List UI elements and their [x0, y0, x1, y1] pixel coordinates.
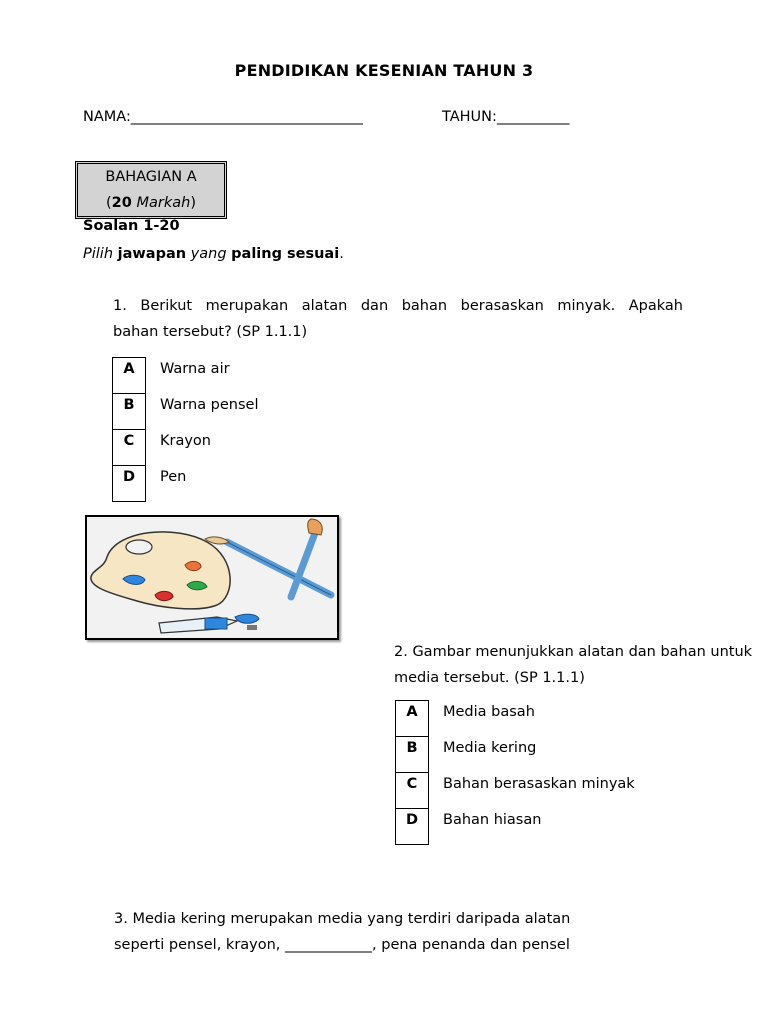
option-letter[interactable]: B [396, 737, 429, 773]
option-letter[interactable]: A [396, 701, 429, 737]
option-text[interactable]: Media basah [443, 703, 535, 720]
option-row[interactable] [113, 430, 260, 466]
option-letter[interactable]: B [113, 394, 146, 430]
instruction-w3: yang [190, 246, 227, 262]
marks-word: Markah [136, 195, 191, 211]
name-field[interactable]: NAMA:________________________________ [83, 109, 363, 125]
marks-open: ( [106, 195, 112, 211]
page-title: PENDIDIKAN KESENIAN TAHUN 3 [234, 61, 534, 80]
option-row[interactable] [396, 809, 636, 845]
instruction-w2: jawapan [117, 246, 187, 262]
instruction-w4: paling sesuai [231, 246, 340, 262]
section-marks [78, 190, 224, 216]
question-3-line-1: 3. Media kering merupakan media yang terdiri daripada alatan [114, 911, 571, 927]
option-letter[interactable]: C [113, 430, 146, 466]
question-3-line-2: seperti pensel, krayon, ____________, pena penanda dan pensel [114, 937, 570, 953]
option-letter[interactable]: D [396, 809, 429, 845]
option-text[interactable]: Warna air [160, 360, 230, 377]
question-1-text [113, 293, 683, 345]
option-letter[interactable]: D [113, 466, 146, 502]
option-letter[interactable]: C [396, 773, 429, 809]
option-text[interactable]: Bahan berasaskan minyak [443, 775, 635, 792]
question-2-line-2: media tersebut. (SP 1.1.1) [394, 670, 585, 686]
option-row[interactable] [113, 394, 260, 430]
instruction-w1: Pilih [83, 246, 114, 262]
option-text[interactable]: Pen [160, 468, 187, 485]
section-box [75, 161, 227, 219]
option-letter[interactable]: A [113, 358, 146, 394]
option-text[interactable]: Warna pensel [160, 396, 259, 413]
question-1-line-1: 1. Berikut merupakan alatan dan bahan berasaskan minyak. Apakah [113, 298, 683, 314]
option-text[interactable]: Krayon [160, 432, 211, 449]
question-1-line-2: bahan tersebut? (SP 1.1.1) [113, 324, 308, 340]
questions-range: Soalan 1-20 [83, 218, 180, 234]
marks-close: ) [190, 195, 196, 211]
option-row[interactable] [396, 737, 636, 773]
instruction [83, 246, 344, 262]
option-row[interactable] [396, 773, 636, 809]
option-text[interactable]: Media kering [443, 739, 537, 756]
question-2-text [394, 639, 752, 691]
question-3-text [114, 906, 570, 958]
option-row[interactable] [396, 701, 636, 737]
option-text[interactable]: Bahan hiasan [443, 811, 542, 828]
palette-illustration [87, 517, 337, 638]
option-row[interactable] [113, 358, 260, 394]
option-row[interactable] [113, 466, 260, 502]
paint-palette-image [85, 515, 339, 640]
question-2-line-1: 2. Gambar menunjukkan alatan dan bahan untuk [394, 644, 753, 660]
instruction-end: . [339, 246, 344, 262]
section-heading: BAHAGIAN A [105, 169, 197, 185]
year-field[interactable]: TAHUN:__________ [442, 109, 570, 125]
marks-number: 20 [111, 195, 132, 211]
question-2-options [395, 700, 636, 845]
question-1-options [112, 357, 260, 502]
